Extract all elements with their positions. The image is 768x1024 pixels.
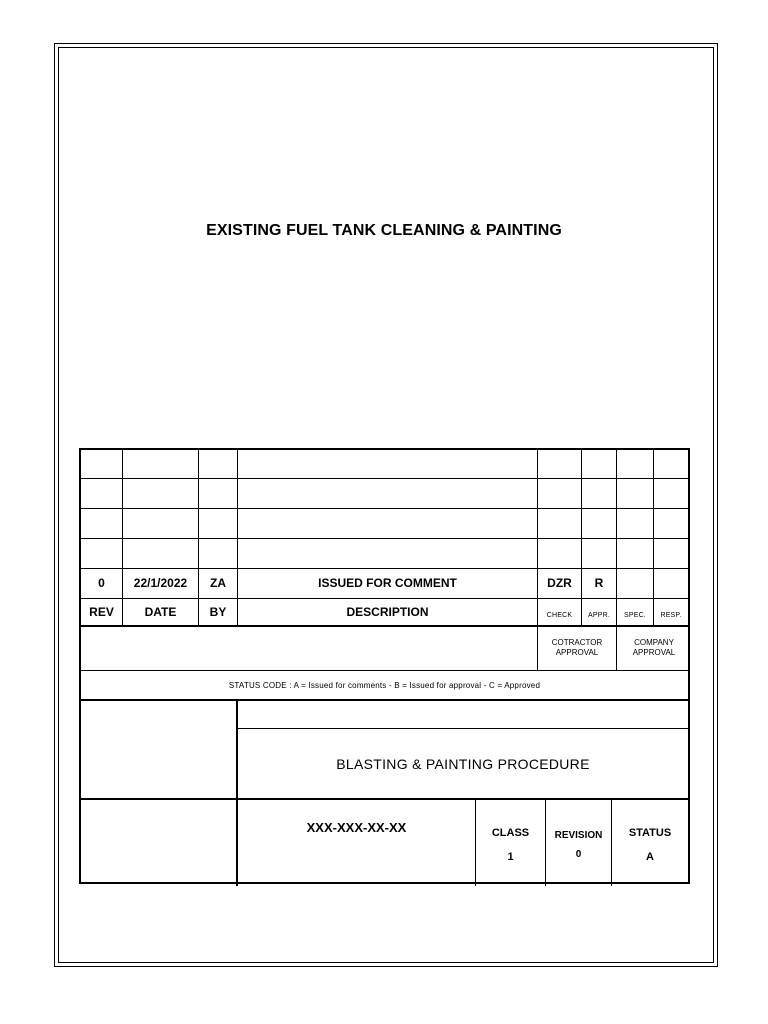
rev-header: REV xyxy=(89,605,114,619)
grid-line xyxy=(581,450,582,626)
grid-line xyxy=(81,538,688,539)
date-value: 22/1/2022 xyxy=(133,576,188,590)
grid-line xyxy=(81,508,688,509)
status-code-legend: STATUS CODE : A = Issued for comments - B = Issued for approval - C = Approved xyxy=(228,680,541,690)
check-header: CHECK xyxy=(546,611,573,619)
appr-value: R xyxy=(594,576,604,590)
date-header: DATE xyxy=(144,605,177,619)
revision-value: 0 xyxy=(575,848,582,860)
contractor-approval-label: COTRACTOR APPROVAL xyxy=(551,638,603,657)
description-header: DESCRIPTION xyxy=(346,605,429,619)
company-approval-label: COMPANY APPROVAL xyxy=(632,638,676,657)
check-value: DZR xyxy=(547,576,572,590)
revision-label: REVISION xyxy=(554,829,603,841)
rev-value: 0 xyxy=(98,576,105,590)
procedure-title: BLASTING & PAINTING PROCEDURE xyxy=(336,755,590,772)
grid-line xyxy=(653,450,654,626)
by-header: BY xyxy=(209,605,227,619)
document-title: EXISTING FUEL TANK CLEANING & PAINTING xyxy=(206,222,562,239)
class-value: 1 xyxy=(507,851,514,863)
grid-line xyxy=(537,450,538,671)
revision-title-block xyxy=(79,448,690,884)
class-label: CLASS xyxy=(491,827,530,839)
grid-line xyxy=(81,798,688,800)
status-value: A xyxy=(646,851,654,863)
grid-line xyxy=(81,699,688,701)
grid-line xyxy=(81,478,688,479)
grid-line xyxy=(616,450,617,671)
appr-header: APPR. xyxy=(587,611,610,619)
document-number: XXX-XXX-XX-XX xyxy=(306,820,407,835)
spec-header: SPEC. xyxy=(623,611,646,619)
by-value: ZA xyxy=(210,576,226,590)
resp-header: RESP. xyxy=(660,611,682,619)
description-value: ISSUED FOR COMMENT xyxy=(318,576,457,590)
status-label: STATUS xyxy=(628,827,672,839)
